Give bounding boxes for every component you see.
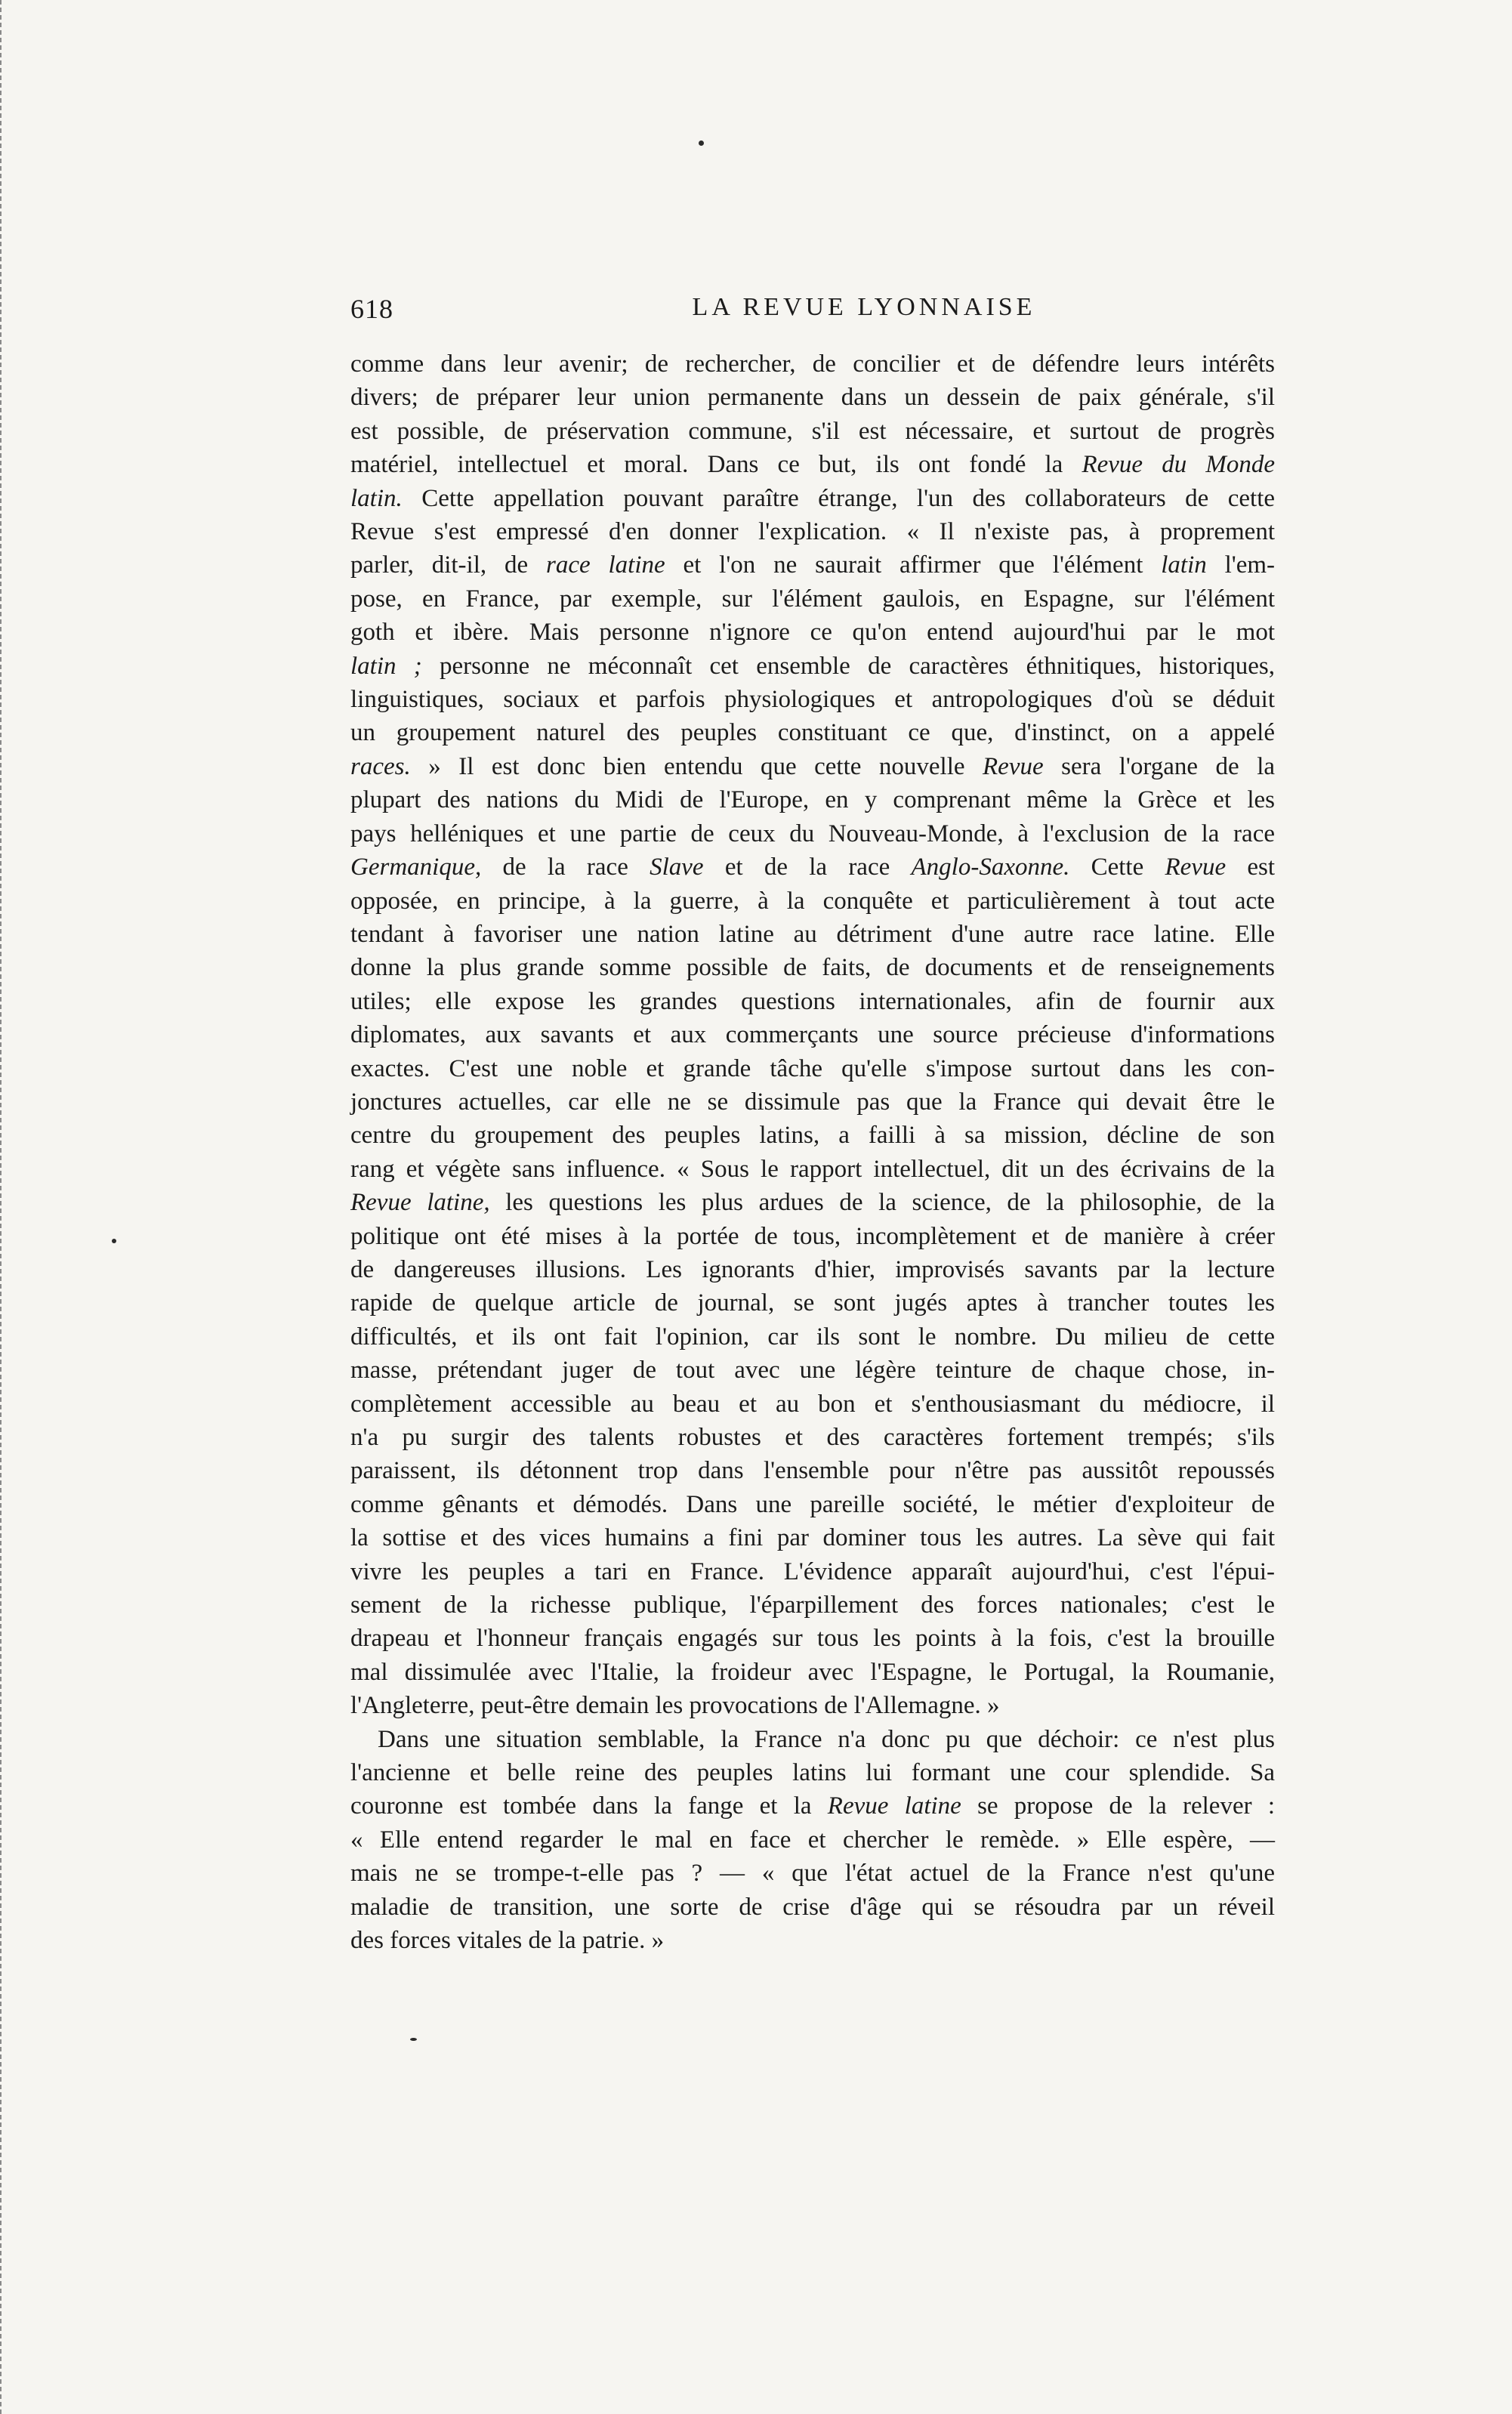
text-line: linguistiques, sociaux et parfois physiologiques et antropologiques d'où se déduit (350, 686, 1275, 714)
text-segment: Cette appellation pouvant paraître étrange, l'un des collaborateurs de cette (421, 484, 1276, 512)
text-line: goth et ibère. Mais personne n'ignore ce qu'on entend aujourd'hui par le mot (350, 619, 1275, 647)
italic-title: Revue latine (827, 1792, 961, 1820)
text-line: centre du groupement des peuples latins, a failli à sa mission, décline de son (350, 1122, 1275, 1150)
text-line: comme gênants et démodés. Dans une pareille société, le métier d'exploiteur de (350, 1490, 1275, 1518)
text-line: diplomates, aux savants et aux commerçants une source précieuse d'informations (350, 1021, 1275, 1049)
italic-title: Revue latine, (350, 1189, 490, 1217)
text-segment: parler, dit-il, de (350, 551, 529, 579)
text-line: exactes. C'est une noble et grande tâche qu'elle s'impose surtout dans les con- (350, 1054, 1275, 1082)
paragraph (350, 347, 1275, 1723)
text-line: complètement accessible au beau et au bon et s'enthousiasmant du médiocre, il (350, 1390, 1275, 1418)
page-header (350, 293, 1275, 332)
scan-speck (699, 140, 704, 146)
italic-term: latin ; (350, 652, 422, 680)
text-line: pays helléniques et une partie de ceux du Nouveau-Monde, à l'exclusion de la race (350, 820, 1275, 847)
text-segment: personne ne méconnaît cet ensemble de caractères éthnitiques, historiques, (440, 652, 1275, 680)
text-segment: de la race (502, 854, 628, 881)
text-line: « Elle entend regarder le mal en face et chercher le remède. » Elle espère, — (350, 1826, 1275, 1854)
text-line: jonctures actuelles, car elle ne se dissimule pas que la France qui devait être le (350, 1088, 1275, 1116)
text-line: sement de la richesse publique, l'éparpillement des forces nationales; c'est le (350, 1591, 1275, 1619)
text-line: Dans une situation semblable, la France n'a donc pu que déchoir: ce n'est plus (378, 1725, 1275, 1753)
scan-page-edge (0, 0, 6, 2414)
text-line (350, 548, 1275, 582)
italic-term: latin (1161, 551, 1207, 579)
text-line: vivre les peuples a tari en France. L'évidence apparaît aujourd'hui, c'est l'épui- (350, 1557, 1275, 1585)
italic-title: Revue (1165, 854, 1227, 881)
text-line: pose, en France, par exemple, sur l'élément gaulois, en Espagne, sur l'élément (350, 585, 1275, 613)
text-line (350, 448, 1275, 481)
text-line: difficultés, et ils ont fait l'opinion, car ils sont le nombre. Du milieu de cette (350, 1323, 1275, 1351)
text-line: paraissent, ils détonnent trop dans l'ensemble pour n'être pas aussitôt repoussés (350, 1457, 1275, 1485)
text-line: comme dans leur avenir; de rechercher, de concilier et de défendre leurs intérêts (350, 350, 1275, 378)
text-segment: et de la race (724, 854, 890, 881)
text-segment: » Il est donc bien entendu que cette nouvelle (428, 752, 965, 780)
text-line: maladie de transition, une sorte de crise d'âge qui se résoudra par un réveil (350, 1893, 1275, 1921)
text-line (350, 1186, 1275, 1219)
text-line: de dangereuses illusions. Les ignorants d'hier, improvisés savants par la lecture (350, 1255, 1275, 1283)
text-segment: est (1247, 854, 1276, 881)
italic-term: race latine (546, 551, 665, 579)
text-line: l'Angleterre, peut-être demain les provocations de l'Allemagne. » (350, 1692, 1000, 1720)
article-body (350, 347, 1275, 1958)
running-title: LA REVUE LYONNAISE (692, 293, 1036, 321)
italic-title: Revue (983, 752, 1044, 780)
page-number: 618 (350, 294, 393, 324)
italic-term: Anglo-Saxonne. (911, 854, 1070, 881)
text-segment: matériel, intellectuel et moral. Dans ce but, ils ont fondé la (350, 451, 1063, 479)
text-line: drapeau et l'honneur français engagés sur tous les points à la fois, c'est la brouille (350, 1625, 1275, 1653)
italic-term: Slave (650, 854, 704, 881)
scan-speck (410, 2038, 417, 2041)
text-line: masse, prétendant juger de tout avec une légère teinture de chaque chose, in- (350, 1357, 1275, 1384)
text-segment: sera l'organe de la (1061, 752, 1276, 780)
text-segment: l'em- (1224, 551, 1276, 579)
text-line: rapide de quelque article de journal, se sont jugés aptes à trancher toutes les (350, 1289, 1275, 1317)
text-line: des forces vitales de la patrie. » (350, 1927, 665, 1955)
italic-term: Germanique, (350, 854, 482, 881)
text-segment: couronne est tombée dans la fange et la (350, 1792, 812, 1820)
paragraph (350, 1723, 1275, 1958)
text-segment: les questions les plus ardues de la science, de la philosophie, de la (505, 1189, 1275, 1217)
italic-title: Revue du Monde (1082, 451, 1275, 479)
text-segment: se propose de la relever : (977, 1792, 1275, 1820)
text-line: l'ancienne et belle reine des peuples latins lui formant une cour splendide. Sa (350, 1759, 1275, 1787)
text-line: opposée, en principe, à la guerre, à la conquête et particulièrement à tout acte (350, 887, 1275, 915)
text-line: divers; de préparer leur union permanente dans un dessein de paix générale, s'il (350, 384, 1275, 412)
text-line (350, 650, 1275, 683)
text-line: tendant à favoriser une nation latine au détriment d'une autre race latine. Elle (350, 920, 1275, 948)
text-segment: Cette (1091, 854, 1144, 881)
text-line (350, 750, 1275, 783)
text-line: un groupement naturel des peuples constituant ce que, d'instinct, on a appelé (350, 719, 1275, 747)
text-line: rang et végète sans influence. « Sous le rapport intellectuel, dit un des écrivains de la (350, 1155, 1275, 1183)
text-line: n'a pu surgir des talents robustes et des caractères fortement trempés; s'ils (350, 1424, 1275, 1451)
text-line (350, 1789, 1275, 1823)
text-line: mais ne se trompe-t-elle pas ? — « que l'état actuel de la France n'est qu'une (350, 1860, 1275, 1888)
text-line: politique ont été mises à la portée de tous, incomplètement et de manière à créer (350, 1222, 1275, 1250)
text-line: la sottise et des vices humains a fini par dominer tous les autres. La sève qui fait (350, 1524, 1275, 1552)
italic-term: races. (350, 752, 411, 780)
text-segment: et l'on ne saurait affirmer que l'élément (683, 551, 1143, 579)
scan-speck (112, 1239, 116, 1243)
text-line: Revue s'est empressé d'en donner l'explication. « Il n'existe pas, à proprement (350, 518, 1275, 546)
text-line: utiles; elle expose les grandes questions internationales, afin de fournir aux (350, 987, 1275, 1015)
text-line: plupart des nations du Midi de l'Europe, en y comprenant même la Grèce et les (350, 786, 1275, 814)
text-line (350, 482, 1275, 515)
italic-title: latin. (350, 484, 403, 512)
text-line: donne la plus grande somme possible de faits, de documents et de renseignements (350, 954, 1275, 982)
text-line: est possible, de préservation commune, s'il est nécessaire, et surtout de progrès (350, 417, 1275, 445)
text-line (350, 850, 1275, 884)
text-line: mal dissimulée avec l'Italie, la froideur avec l'Espagne, le Portugal, la Roumanie, (350, 1658, 1275, 1686)
